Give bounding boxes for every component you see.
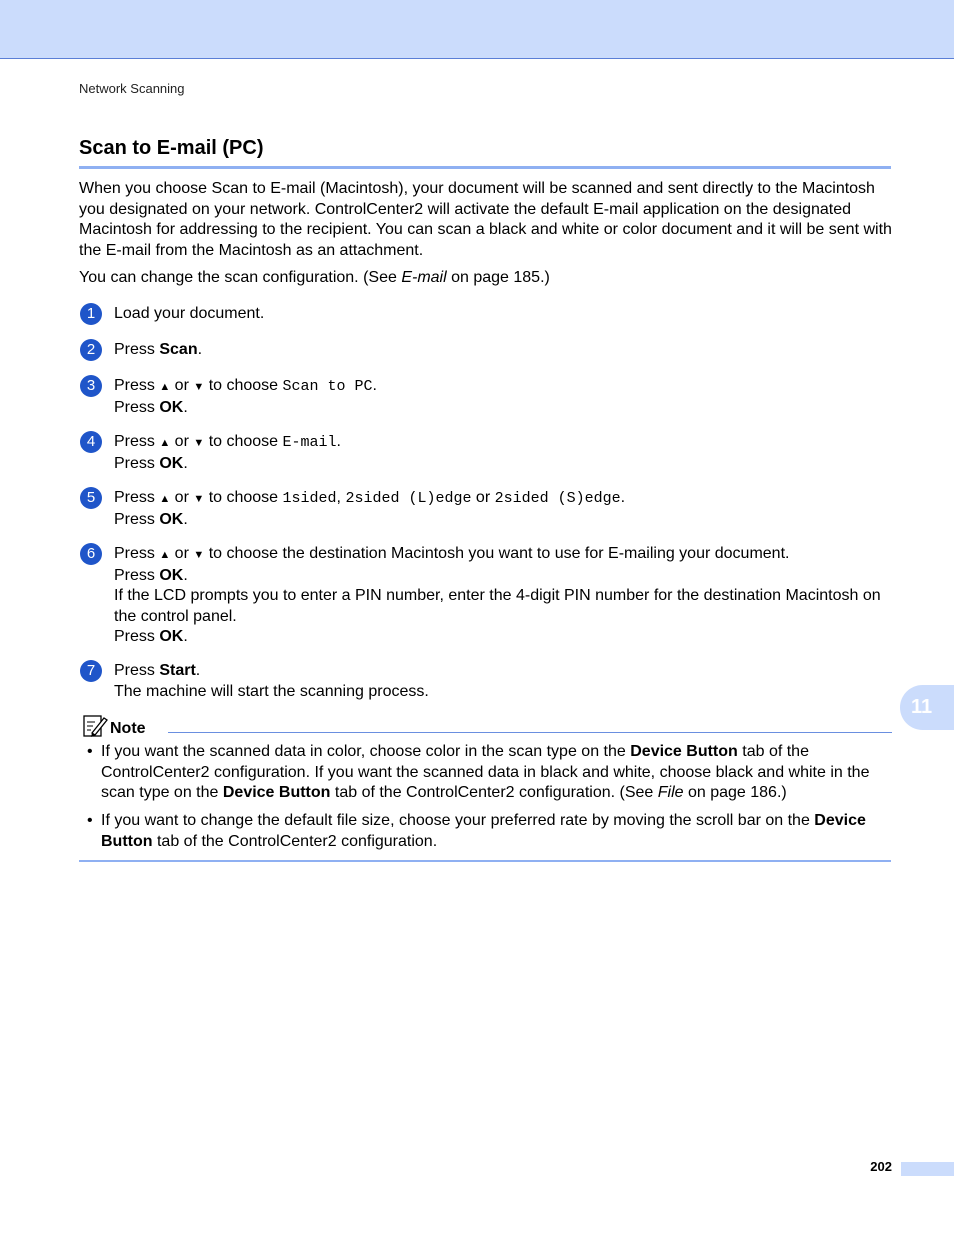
step-number-badge: 5 — [80, 487, 102, 509]
ok-key: OK — [159, 628, 184, 645]
chapter-tab: 11 — [900, 685, 954, 730]
header-band — [0, 0, 954, 59]
note-divider — [168, 732, 892, 733]
lcd-option: 2sided (L)edge — [345, 490, 472, 507]
page-number: 202 — [870, 1159, 892, 1174]
bullet-dot: • — [87, 812, 93, 829]
step-7 — [79, 661, 894, 702]
down-arrow-icon: ▼ — [193, 549, 205, 561]
lcd-option: 2sided (S)edge — [494, 490, 621, 507]
ok-key: OK — [159, 510, 184, 528]
step-number-badge: 1 — [80, 303, 102, 325]
up-arrow-icon: ▲ — [159, 381, 171, 393]
ok-key: OK — [159, 454, 184, 472]
step-1 — [79, 304, 894, 325]
lcd-option: E-mail — [282, 434, 337, 451]
step-number-badge: 7 — [80, 660, 102, 682]
step-3 — [79, 376, 894, 418]
step-number-badge: 2 — [80, 339, 102, 361]
step-5 — [79, 488, 894, 530]
footer-bar — [901, 1162, 954, 1176]
lcd-option: Scan to PC — [282, 378, 373, 395]
step-text: Press ▲ or ▼ to choose E-mail. Press OK. — [114, 433, 341, 472]
ok-key: OK — [159, 566, 184, 584]
scan-key: Scan — [159, 341, 198, 358]
start-key: Start — [159, 662, 196, 679]
step-6 — [79, 544, 894, 648]
section-title: Scan to E-mail (PC) — [79, 137, 891, 169]
config-paragraph: You can change the scan configuration. (See E-mail on page 185.) — [79, 269, 550, 286]
step-text: Press ▲ or ▼ to choose Scan to PC. Press OK. — [114, 377, 377, 416]
running-head: Network Scanning — [79, 81, 185, 96]
note-pencil-icon — [82, 714, 108, 738]
up-arrow-icon: ▲ — [159, 437, 171, 449]
note-header — [80, 714, 892, 738]
note-bullet-2: • If you want to change the default file size, choose your preferred rate by moving the scroll bar on the Device Button tab of the ControlCenter2 configuration. — [87, 812, 866, 850]
down-arrow-icon: ▼ — [193, 493, 205, 505]
down-arrow-icon: ▼ — [193, 437, 205, 449]
note-bullet-1: • If you want the scanned data in color, choose color in the scan type on the Device Button tab of the ControlCenter2 configuration. If you want the scanned data in black and white, choose black and white in the scan type on the Device Button tab of the ControlCenter2 configuration. (See File on page 186.) — [87, 743, 870, 801]
step-text: Press Scan. — [114, 341, 203, 358]
up-arrow-icon: ▲ — [159, 549, 171, 561]
step-text: Load your document. — [114, 305, 265, 322]
step-text: Press ▲ or ▼ to choose the destination Macintosh you want to use for E-mailing your document. Press OK. If the LCD prompts you to enter a PIN number, enter the 4-digit PIN number for the destination Macintosh on the control panel. Press OK. — [114, 544, 894, 648]
ok-key: OK — [159, 398, 184, 416]
step-followup: The machine will start the scanning process. — [114, 682, 429, 700]
step-4 — [79, 432, 894, 474]
bullet-dot: • — [87, 743, 93, 760]
step-number-badge: 4 — [80, 431, 102, 453]
down-arrow-icon: ▼ — [193, 381, 205, 393]
intro-paragraph: When you choose Scan to E-mail (Macintosh), your document will be scanned and sent directly to the Macintosh you designated on your network. ControlCenter2 will activate the default E-mail application on the designated Macintosh for addressing to the recipient. You can scan a black and white or color document and it will be sent with the E-mail from the Macintosh as an attachment. — [79, 180, 892, 259]
step-text: Press Start. The machine will start the scanning process. — [114, 661, 894, 702]
step-number-badge: 6 — [80, 543, 102, 565]
pin-instruction: If the LCD prompts you to enter a PIN number, enter the 4-digit PIN number for the destination Macintosh on the control panel. — [114, 587, 881, 625]
step-2 — [79, 340, 894, 361]
email-reference: E-mail — [401, 269, 447, 286]
step-number-badge: 3 — [80, 375, 102, 397]
lcd-option: 1sided — [282, 490, 337, 507]
step-text: Press ▲ or ▼ to choose 1sided, 2sided (L)edge or 2sided (S)edge. Press OK. — [114, 489, 626, 528]
note-end-rule — [79, 860, 891, 862]
up-arrow-icon: ▲ — [159, 493, 171, 505]
note-label: Note — [110, 720, 146, 737]
